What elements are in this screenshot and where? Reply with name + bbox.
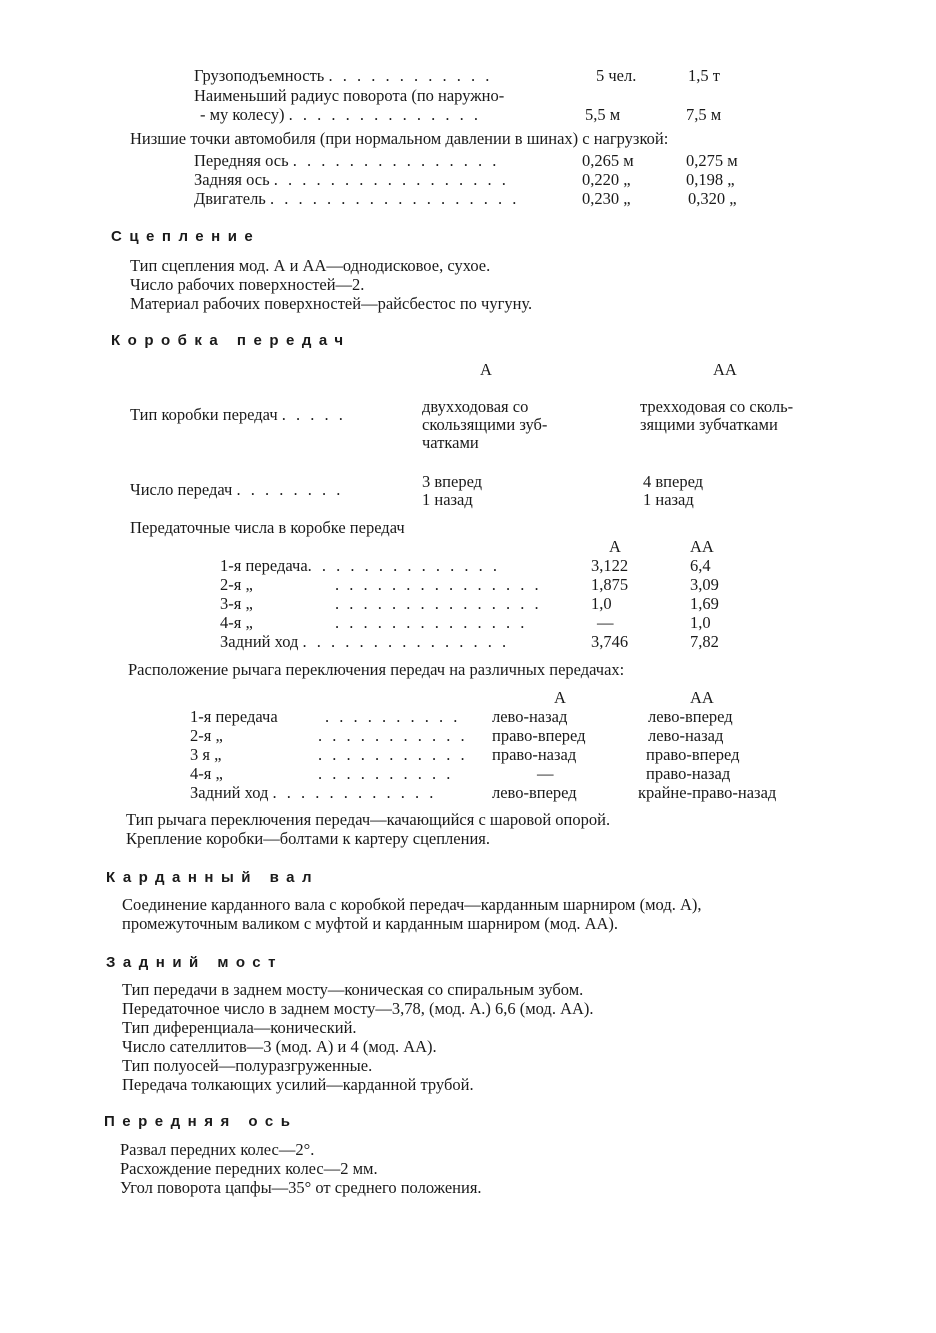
ratios-header-a: А — [609, 537, 621, 556]
text-line: Тип передачи в заднем мосту—коническая со спиральным зубом. — [122, 980, 584, 999]
ratio-label: 3-я „ . . . . . . . . . . . . . . . — [220, 594, 542, 613]
lever-value-aa: лево-вперед — [648, 707, 733, 726]
radius-value-a: 5,5 м — [585, 105, 621, 124]
lever-row-label: 1-я передача . . . . . . . . . . — [190, 707, 461, 726]
low-point-label: Задняя ось . . . . . . . . . . . . . . . . . — [194, 170, 509, 189]
lever-value-a: лево-назад — [492, 707, 568, 726]
ratios-title: Передаточные числа в коробке передач — [130, 518, 405, 537]
low-point-value-a: 0,265 м — [582, 151, 634, 170]
section-heading-rear-axle: Задний мост — [106, 954, 283, 971]
text-line: 1 назад — [643, 490, 694, 509]
text-line: Передаточное число в заднем мосту—3,78, (мод. А.) 6,6 (мод. АА). — [122, 999, 594, 1018]
ratio-value-a: — — [597, 613, 614, 632]
front-axle-text — [120, 1140, 482, 1197]
gearbox-type-aa — [640, 397, 793, 433]
low-point-value-aa: 0,198 „ — [686, 170, 735, 189]
text-line: Тип диференциала—конический. — [122, 1018, 357, 1037]
gearbox-type-a — [422, 397, 547, 451]
ratio-value-a: 3,122 — [591, 556, 629, 575]
radius-value-aa: 7,5 м — [686, 105, 722, 124]
text-line: Развал передних колес—2°. — [120, 1140, 315, 1159]
text-line: Число рабочих поверхностей—2. — [130, 275, 365, 294]
text-line: Материал рабочих поверхностей—райсбестос по чугуну. — [130, 294, 533, 313]
text-line: Крепление коробки—болтами к картеру сцепления. — [126, 829, 490, 848]
driveshaft-text — [122, 895, 702, 933]
lever-value-a: право-назад — [492, 745, 577, 764]
clutch-text — [130, 256, 532, 313]
text-line: Тип рычага переключения передач—качающийся с шаровой опорой. — [126, 810, 611, 829]
low-point-value-aa: 0,275 м — [686, 151, 738, 170]
text-line: скользящими зуб- — [422, 415, 548, 434]
text-line: 1 назад — [422, 490, 473, 509]
low-point-label: Передняя ось . . . . . . . . . . . . . . . — [194, 151, 500, 170]
column-header-a: А — [480, 360, 492, 379]
text-line: Передача толкающих усилий—карданной трубой. — [122, 1075, 474, 1094]
rear-axle-text — [122, 980, 594, 1094]
ratio-value-a: 1,875 — [591, 575, 629, 594]
section-heading-front-axle: Передняя ось — [104, 1113, 298, 1130]
lever-value-a: — — [537, 764, 554, 783]
lever-row-label: 3 я „ . . . . . . . . . . . — [190, 745, 468, 764]
section-heading-gearbox: Коробка передач — [111, 332, 351, 349]
text-line: промежуточным валиком с муфтой и карданным шарниром (мод. АА). — [122, 914, 619, 933]
text-line: 3 вперед — [422, 472, 483, 491]
radius-label-line1: Наименьший радиус поворота (по наружно- — [194, 86, 505, 105]
lever-header-a: А — [554, 688, 566, 707]
text-line: 4 вперед — [643, 472, 704, 491]
capacity-value-a: 5 чел. — [596, 66, 637, 85]
capacity-value-aa: 1,5 т — [688, 66, 720, 85]
lever-row-label: 2-я „ . . . . . . . . . . . — [190, 726, 468, 745]
lever-value-aa: лево-назад — [648, 726, 724, 745]
ratios-header-aa: АА — [690, 537, 714, 556]
text-line: Угол поворота цапфы—35° от среднего положения. — [120, 1178, 482, 1197]
lever-value-a: право-вперед — [492, 726, 586, 745]
section-heading-driveshaft: Карданный вал — [106, 869, 320, 886]
capacity-label: Грузоподъемность . . . . . . . . . . . . — [194, 66, 493, 85]
ratio-label: 1-я передача. . . . . . . . . . . . . . — [220, 556, 501, 575]
text-line: зящими зубчатками — [640, 415, 778, 434]
ratio-value-aa: 6,4 — [690, 556, 711, 575]
lever-value-aa: крайне-право-назад — [638, 783, 777, 802]
text-line: чатками — [422, 433, 479, 452]
low-points-intro: Низшие точки автомобиля (при нормальном давлении в шинах) с нагрузкой: — [130, 129, 669, 148]
low-point-label: Двигатель . . . . . . . . . . . . . . . . . . — [194, 189, 520, 208]
text-line: Соединение карданного вала с коробкой передач—карданным шарниром (мод. А), — [122, 895, 702, 914]
ratio-label: 2-я „ . . . . . . . . . . . . . . . — [220, 575, 542, 594]
lever-row-label: Задний ход . . . . . . . . . . . . — [190, 783, 437, 802]
ratio-value-aa: 7,82 — [690, 632, 719, 651]
ratio-value-aa: 1,69 — [690, 594, 719, 613]
text-line: трехходовая со сколь- — [640, 397, 794, 416]
text-line: Тип сцепления мод. А и АА—однодисковое, сухое. — [130, 256, 491, 275]
radius-label-line2: - му колесу) . . . . . . . . . . . . . . — [200, 105, 481, 124]
column-header-aa: АА — [713, 360, 737, 379]
lever-header-aa: АА — [690, 688, 714, 707]
gear-count-aa — [643, 472, 703, 508]
ratio-label: 4-я „ . . . . . . . . . . . . . . — [220, 613, 528, 632]
ratio-label: Задний ход . . . . . . . . . . . . . . . — [220, 632, 510, 651]
lever-row-label: 4-я „ . . . . . . . . . . — [190, 764, 454, 783]
gear-count-label: Число передач . . . . . . . . — [130, 480, 344, 499]
gearbox-type-label: Тип коробки передач . . . . . — [130, 405, 346, 424]
ratio-value-a: 1,0 — [591, 594, 612, 613]
lever-value-a: лево-вперед — [492, 783, 577, 802]
lever-value-aa: право-назад — [646, 764, 731, 783]
ratio-value-aa: 1,0 — [690, 613, 711, 632]
ratio-value-aa: 3,09 — [690, 575, 719, 594]
text-line: двухходовая со — [422, 397, 529, 416]
section-heading-clutch: Сцепление — [111, 228, 261, 245]
gearbox-footer-text — [126, 810, 610, 848]
low-point-value-aa: 0,320 „ — [688, 189, 737, 208]
ratio-value-a: 3,746 — [591, 632, 629, 651]
low-point-value-a: 0,220 „ — [582, 170, 631, 189]
gear-count-a — [422, 472, 482, 508]
text-line: Расхождение передних колес—2 мм. — [120, 1159, 378, 1178]
lever-title: Расположение рычага переключения передач на различных передачах: — [128, 660, 625, 679]
text-line: Число сателлитов—3 (мод. А) и 4 (мод. АА). — [122, 1037, 437, 1056]
lever-value-aa: право-вперед — [646, 745, 740, 764]
low-point-value-a: 0,230 „ — [582, 189, 631, 208]
text-line: Тип полуосей—полуразгруженные. — [122, 1056, 373, 1075]
